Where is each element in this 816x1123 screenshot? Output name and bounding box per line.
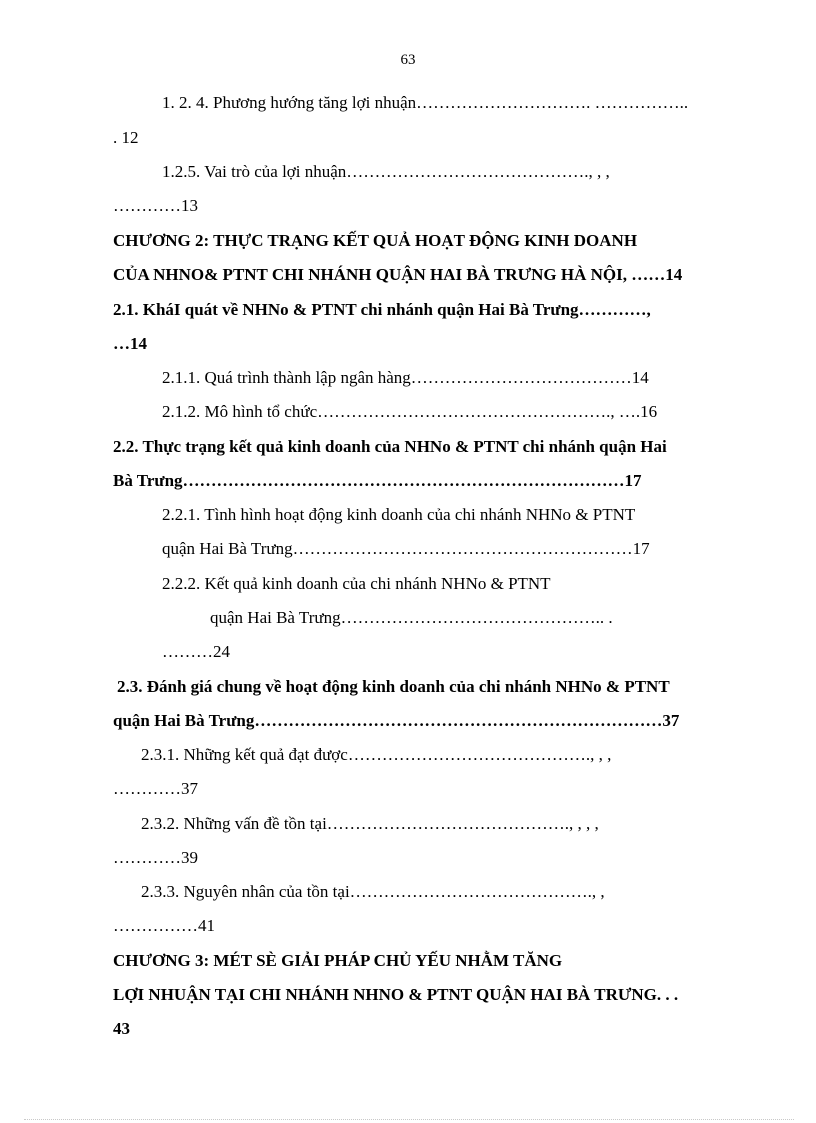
- toc-chapter-3-line-2: LỢI NHUẬN TẠI CHI NHÁNH NHNO & PTNT QUẬN HAI BÀ TRƯNG. . .: [113, 985, 679, 1004]
- toc-entry-2-3-1: 2.3.1. Những kết quả đạt được……………………………………., , ,: [141, 745, 612, 764]
- toc-entry-2-2-2-cont: quận Hai Bà Trưng……………………………………….. .: [210, 608, 613, 627]
- toc-entry-2-2-2-page: ………24: [162, 642, 230, 661]
- toc-entry-1-2-5-page: …………13: [113, 196, 198, 215]
- toc-section-2-1: 2.1. KháI quát về NHNo & PTNT chi nhánh quận Hai Bà Trưng…………,: [113, 300, 651, 319]
- toc-entry-1-2-4: 1. 2. 4. Phương hướng tăng lợi nhuận…………………………. ……………..: [162, 93, 689, 112]
- toc-chapter-3-page: 43: [113, 1019, 130, 1038]
- toc-entry-2-2-1: 2.2.1. Tình hình hoạt động kinh doanh của chi nhánh NHNo & PTNT: [162, 505, 636, 524]
- toc-section-2-2: 2.2. Thực trạng kết quả kinh doanh của NHNo & PTNT chi nhánh quận Hai: [113, 437, 667, 456]
- toc-entry-1-2-5: 1.2.5. Vai trò của lợi nhuận……………………………………., , ,: [162, 162, 610, 181]
- toc-section-2-3: 2.3. Đánh giá chung về hoạt động kinh doanh của chi nhánh NHNo & PTNT: [117, 677, 670, 696]
- toc-entry-2-3-2: 2.3.2. Những vấn đề tồn tại……………………………………., , , ,: [141, 814, 599, 833]
- toc-entry-2-3-1-page: …………37: [113, 779, 198, 798]
- page-number: 63: [400, 52, 416, 68]
- toc-entry-1-2-4-page: . 12: [113, 128, 139, 147]
- toc-chapter-3-line-1: CHƯƠNG 3: MÉT SÈ GIẢI PHÁP CHỦ YẾU NHẰM TĂNG: [113, 951, 563, 970]
- toc-section-2-2-cont: Bà Trưng……………………………………………………………………17: [113, 471, 642, 490]
- toc-chapter-2-line-2: CỦA NHNO& PTNT CHI NHÁNH QUẬN HAI BÀ TRƯNG HÀ NỘI, ……14: [113, 265, 683, 284]
- toc-entry-2-3-3: 2.3.3. Nguyên nhân của tồn tại……………………………………., ,: [141, 882, 605, 901]
- toc-entry-2-1-2: 2.1.2. Mô hình tổ chức……………………………………………., ….16: [162, 402, 658, 421]
- toc-entry-2-2-2: 2.2.2. Kết quả kinh doanh của chi nhánh NHNo & PTNT: [162, 574, 551, 593]
- toc-entry-2-2-1-cont: quận Hai Bà Trưng……………………………………………………17: [162, 539, 650, 558]
- toc-section-2-1-page: …14: [113, 334, 147, 353]
- toc-section-2-3-cont: quận Hai Bà Trưng………………………………………………………………37: [113, 711, 680, 730]
- toc-entry-2-1-1: 2.1.1. Quá trình thành lập ngân hàng…………………………………14: [162, 368, 649, 387]
- toc-chapter-2-line-1: CHƯƠNG 2: THỰC TRẠNG KẾT QUẢ HOẠT ĐỘNG KINH DOANH: [113, 231, 638, 250]
- bottom-rule: [24, 1119, 794, 1120]
- toc-entry-2-3-2-page: …………39: [113, 848, 198, 867]
- toc-entry-2-3-3-page: ……………41: [113, 916, 215, 935]
